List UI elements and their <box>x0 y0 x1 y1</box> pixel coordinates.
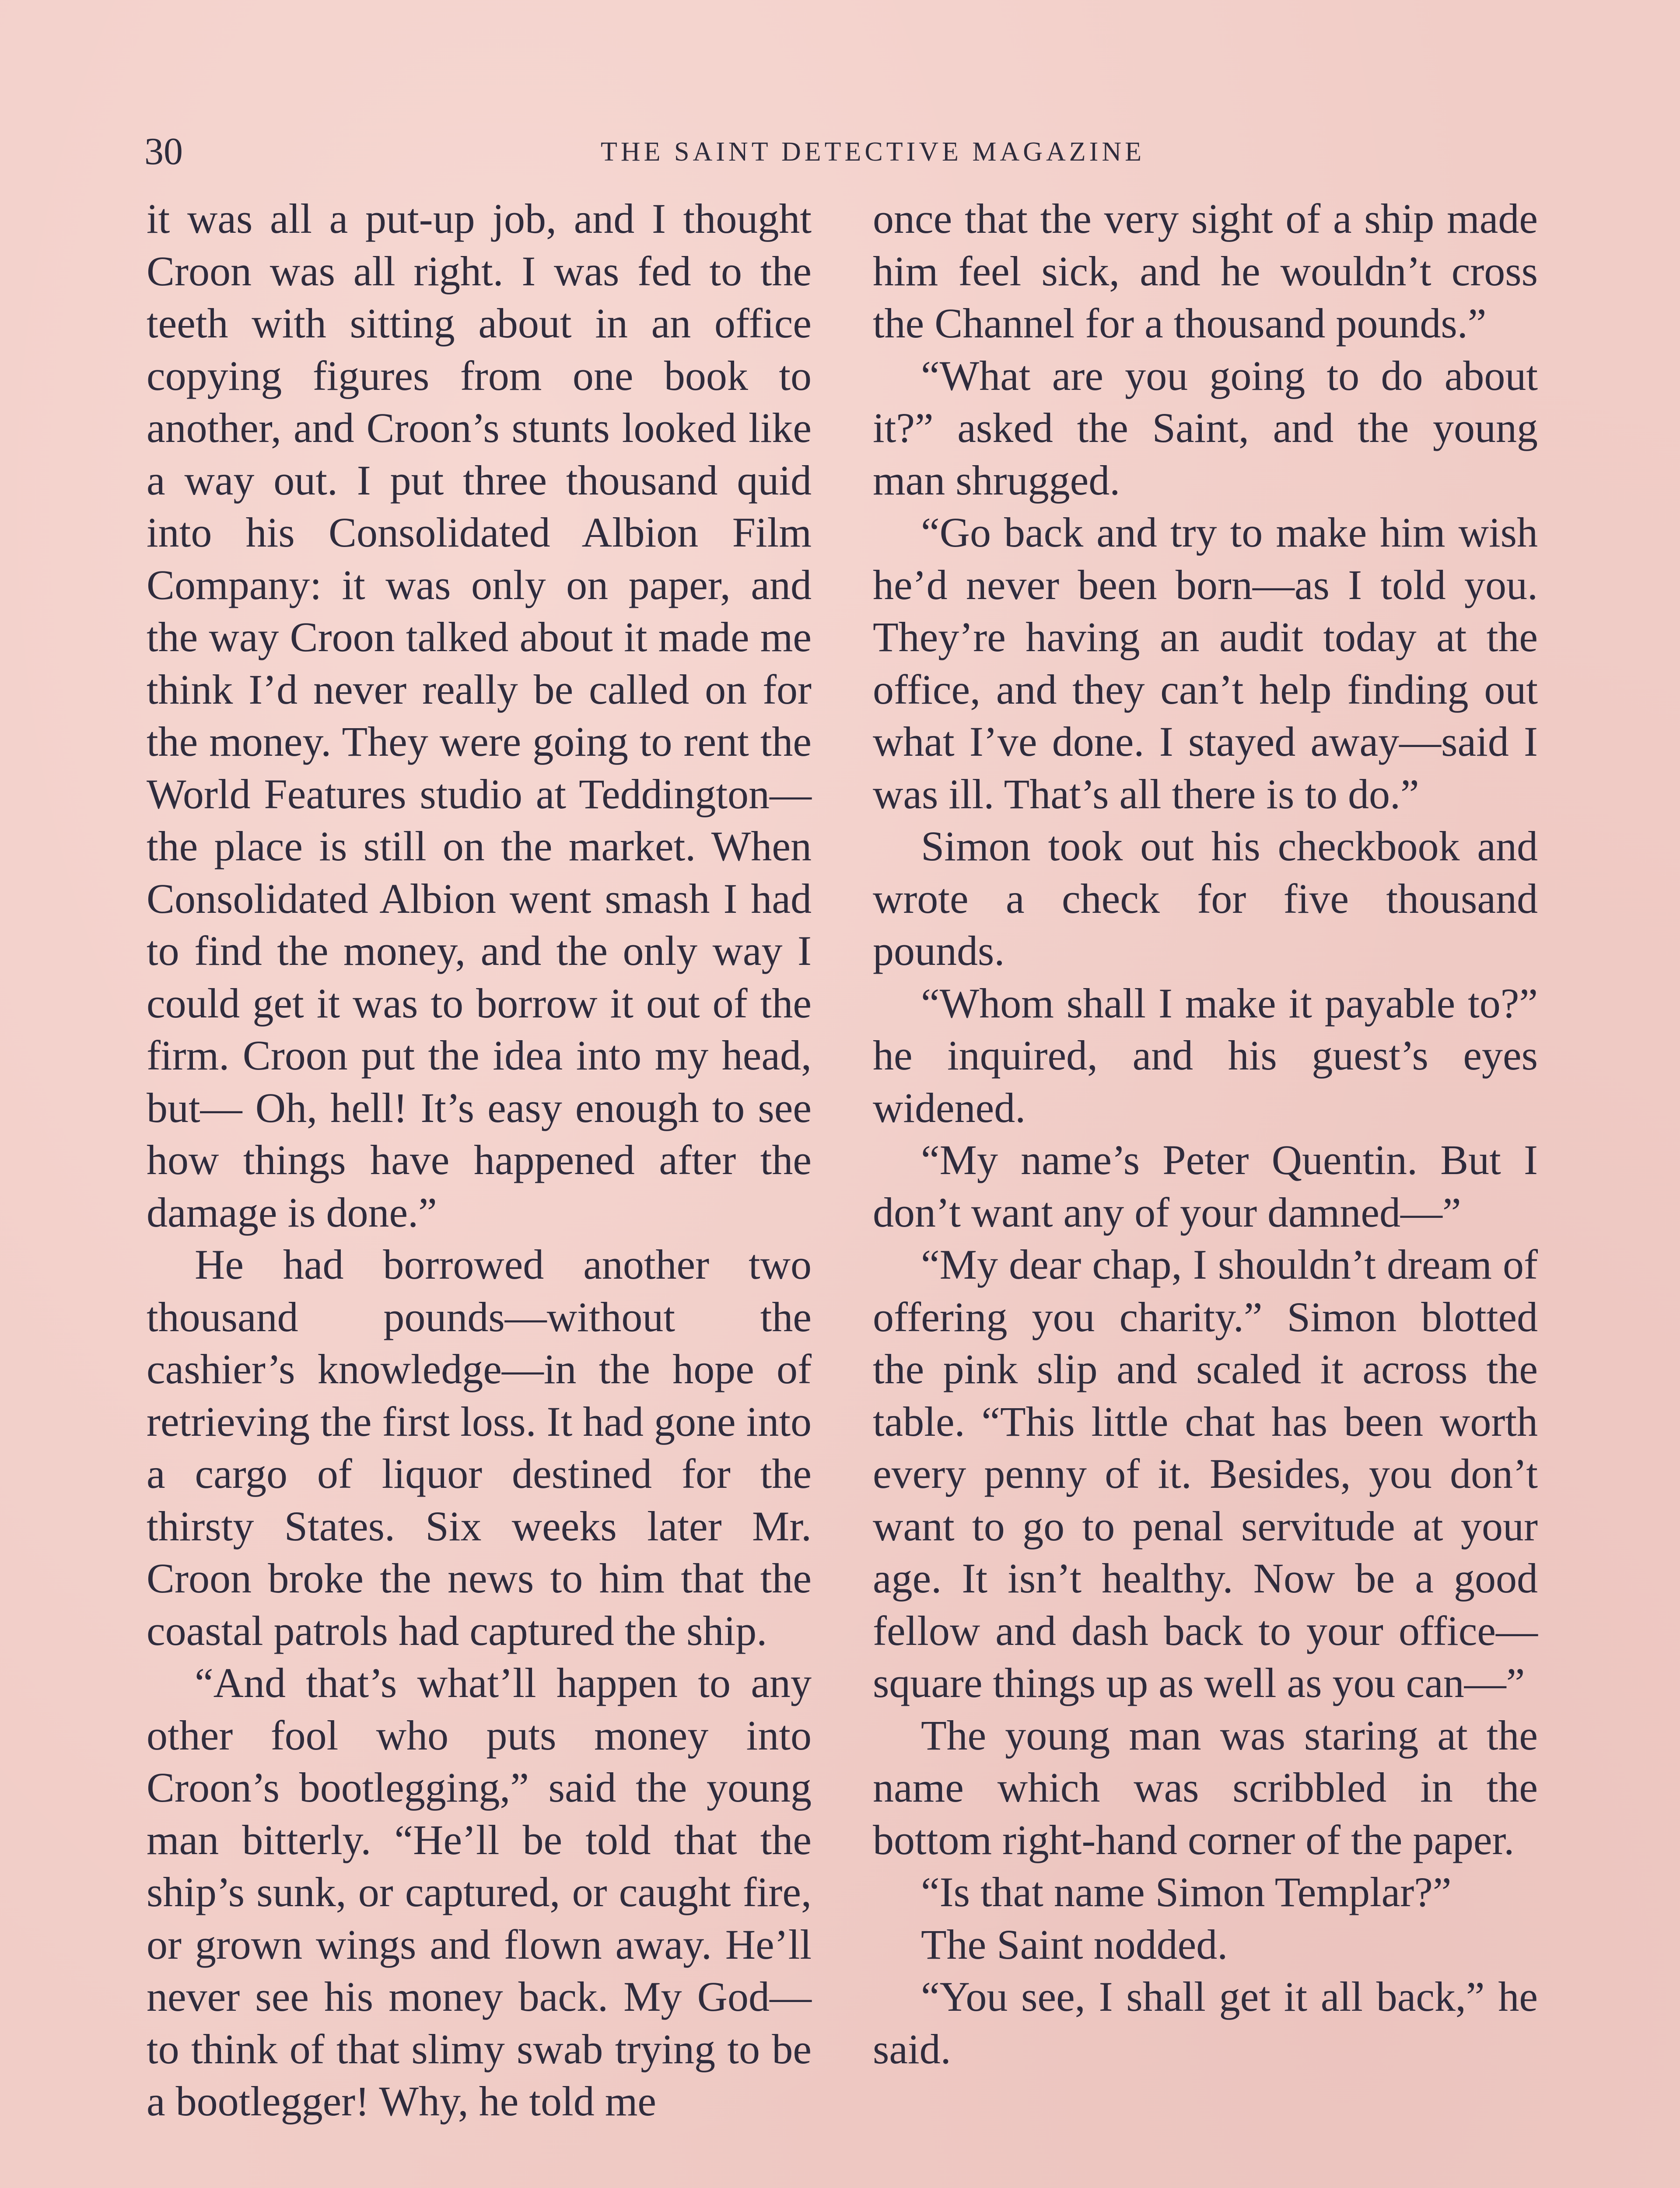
paragraph: “Go back and try to make him wish he’d never been born—as I told you. They’re having an audit today at the office, and they can’t help finding out what I’ve done. I stayed away—said I was ill. That’s all there is to do.” <box>873 509 1538 817</box>
paragraph: once that the very sight of a ship made him feel sick, and he wouldn’t cross the Channel for a thousand pounds.” <box>873 195 1538 347</box>
page-number: 30 <box>144 130 183 173</box>
paragraph: He had borrowed another two thousand pounds—without the cashier’s knowledge—in the hope of retrieving the first loss. It had gone into a cargo of liquor destined for the thirsty States. Six weeks later Mr. Croon broke the news to him that the coastal patrols had captured the ship. <box>147 1241 812 1654</box>
left-column <box>147 193 812 2128</box>
paragraph: “Whom shall I make it payable to?” he inquired, and his guest’s eyes widened. <box>873 979 1538 1131</box>
paragraph: “And that’s what’ll happen to any other fool who puts money into Croon’s bootlegging,” said the young man bitterly. “He’ll be told that the ship’s sunk, or captured, or caught fire, or grown wings and flown away. He’ll never see his money back. My God—to think of that slimy swab trying to be a bootlegger! Why, he told me <box>147 1659 812 2125</box>
running-head: THE SAINT DETECTIVE MAGAZINE <box>601 137 1145 167</box>
paragraph: it was all a put-up job, and I thought Croon was all right. I was fed to the teeth with sitting about in an office copying figures from one book to another, and Croon’s stunts looked like a way out. I put three thousand quid into his Consolidated Albion Film Company: it was only on paper, and the way Croon talked about it made me think I’d never really be called on for the money. They were going to rent the World Features studio at Teddington—the place is still on the market. When Consolidated Albion went smash I had to find the money, and the only way I could get it was to borrow it out of the firm. Croon put the idea into my head, but— Oh, hell! It’s easy enough to see how things have happened after the damage is done.” <box>147 195 812 1236</box>
paragraph: “My name’s Peter Quentin. But I don’t want any of your damned—” <box>873 1136 1538 1236</box>
paragraph: The young man was staring at the name which was scribbled in the bottom right-hand corner of the paper. <box>873 1711 1538 1863</box>
paragraph: “My dear chap, I shouldn’t dream of offering you charity.” Simon blotted the pink slip and scaled it across the table. “This little chat has been worth every penny of it. Besides, you don’t want to go to penal servitude at your age. It isn’t healthy. Now be a good fellow and dash back to your office—square things up as well as you can—” <box>873 1241 1538 1706</box>
paragraph: “What are you going to do about it?” asked the Saint, and the young man shrugged. <box>873 352 1538 504</box>
paragraph: The Saint nodded. <box>921 1921 1228 1968</box>
page-header <box>144 128 1536 176</box>
paragraph: Simon took out his checkbook and wrote a check for five thousand pounds. <box>873 823 1538 974</box>
right-column <box>873 193 1538 2075</box>
paragraph: “You see, I shall get it all back,” he said. <box>873 1973 1538 2072</box>
paragraph: “Is that name Simon Templar?” <box>921 1869 1452 1915</box>
